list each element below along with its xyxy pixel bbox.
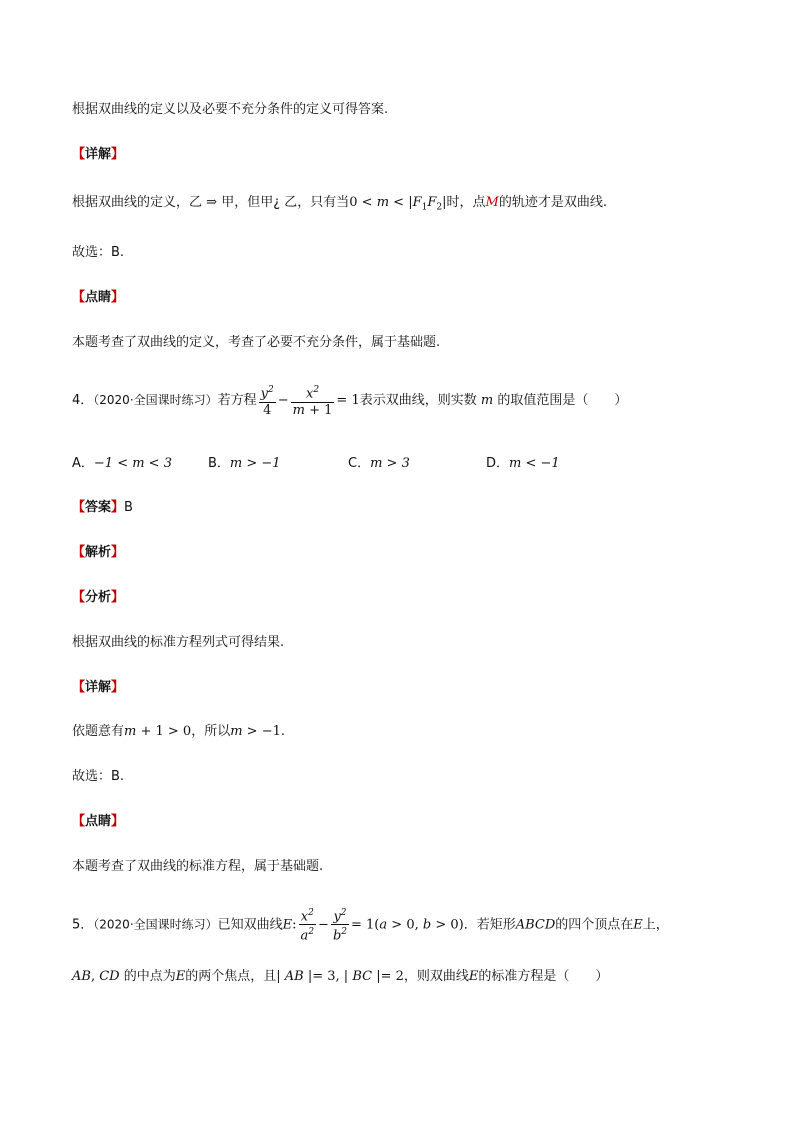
q4-detail: 依题意有m + 1 > 0，所以m > −1. <box>72 724 286 739</box>
q5-stem-line2: AB, CD 的中点为E的两个焦点，且| AB |= 3, | BC |= 2，则双曲线E的标准方程是（ ） <box>72 969 609 984</box>
q4-detail-heading: 【详解】 <box>72 680 125 695</box>
q4-fraction-x2-over-m1: $\frac{x^2}{m + 1}$ <box>292 385 333 418</box>
q4-comment: 本题考查了双曲线的标准方程，属于基础题. <box>72 859 324 874</box>
q4-answer-heading: 【答案】B <box>72 500 133 515</box>
q4-analysis: 根据双曲线的标准方程列式可得结果. <box>72 635 285 650</box>
q4-comment-heading: 【点睛】 <box>72 814 125 829</box>
q3-comment-heading: 【点睛】 <box>72 290 125 305</box>
q4-option-b: B．m > −1 <box>208 456 281 471</box>
q3-answer: 故选：B. <box>72 245 125 260</box>
q3-detail-text: 根据双曲线的定义，乙 ⇒ 甲，但甲¿ 乙，只有当$0 < m < |F_1F_2|$时，点M的轨迹才是双曲线. <box>72 195 607 213</box>
q3-comment: 本题考查了双曲线的定义，考查了必要不充分条件，属于基础题. <box>72 335 441 350</box>
q4-option-d: D．m < −1 <box>486 456 560 471</box>
q4-analysis-heading: 【分析】 <box>72 590 125 605</box>
q4-choose: 故选：B. <box>72 769 125 784</box>
q4-parse-heading: 【解析】 <box>72 545 125 560</box>
q4-option-a: A．−1 < m < 3 <box>72 456 172 471</box>
q3-detail-heading: 【详解】 <box>72 147 125 162</box>
q4-fraction-y2-over-4: $\frac{y^2}{4}$ <box>260 385 274 418</box>
q4-stem: 4．（2020·全国课时练习）若方程 $\frac{y^2}{4}$ − $\frac{x^2}{m + 1}$ = 1表示双曲线，则实数 m 的取值范围是（ ） <box>72 385 628 418</box>
q3-analysis-text: 根据双曲线的定义以及必要不充分条件的定义可得答案. <box>72 102 389 117</box>
q4-option-c: C．m > 3 <box>348 456 410 471</box>
q5-stem-line1: 5．（2020·全国课时练习）已知双曲线E: $\frac{x^2}{a^2}$ − $\frac{y^2}{b^2}$ = 1(a > 0, b > 0)．若矩形ABCD的四个顶点在E上， <box>72 908 669 944</box>
